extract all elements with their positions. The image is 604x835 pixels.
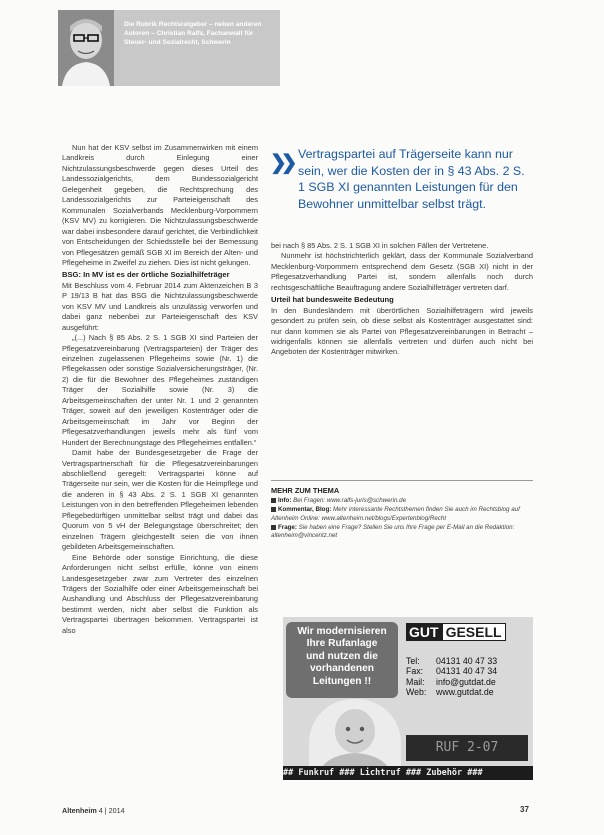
ad-contact-key: Fax:	[406, 666, 424, 677]
ad-speech-line: Ihre Rufanlage	[306, 638, 378, 650]
ad-contact-row	[406, 687, 497, 697]
footer-magazine	[62, 806, 125, 815]
portrait-image	[58, 10, 114, 86]
ad-contact-row	[406, 677, 497, 687]
more-item-text: Sie haben eine Frage? Stellen Sie uns Ihre Frage per E-Mail an die Redaktion: altenheim@vincentz.net	[271, 523, 515, 540]
more-item-label: Info:	[278, 497, 292, 504]
more-item	[271, 506, 533, 523]
question-icon	[271, 525, 276, 530]
ad-logo-gesell: GESELL	[442, 623, 506, 641]
right-column	[271, 241, 533, 358]
ad-contact-key: Tel:	[406, 656, 420, 666]
author-photo	[58, 10, 114, 86]
ad-logo-gut: GUT	[406, 623, 442, 641]
more-item-label: Frage:	[278, 523, 297, 531]
paragraph: Damit habe der Bundesgesetzgeber die Frage der Vertragspartnerschaft für die Pflegesatzvereinbarungen abschließend geregelt: Vertragspartei könne auf Trägerseite nur sein, wer die Kosten für die Heimpflege und die anderen in § 43 Abs. 2 S. 1 SGB XI genannten Leistungen von in den betreffenden Pflegeheimen lebenden Pflegebedürftigen unmittelbar selbst trägt und dabei das Quorum von 5 vH der Belegungstage überschreitet; den einzelnen Trägern gleichgestellt seien die von ihnen gebildeten Arbeitsgemeinschaften.	[62, 448, 258, 552]
page-number: 37	[520, 805, 529, 814]
double-chevron-icon: ❯❯	[270, 152, 292, 174]
advertisement	[283, 617, 533, 780]
ad-pager-display: RUF 2-07	[406, 735, 528, 761]
ad-contact-value: 04131 40 47 33	[436, 656, 498, 666]
ad-ticker: ## Funkruf ### Lichtruf ### Zubehör ###	[283, 766, 533, 780]
ad-contact-block	[406, 656, 497, 697]
ad-logo	[406, 623, 506, 641]
ad-speech-bubble	[286, 622, 398, 698]
paragraph: bei nach § 85 Abs. 2 S. 1 SGB XI in solchen Fällen der Vertretene.	[271, 241, 489, 250]
paragraph: Mit Beschluss vom 4. Februar 2014 zum Aktenzeichen B 3 P 19/13 B hat das BSG die Nichtzulassungsbeschwerde von KSV MV und Landkreis als unzulässig verworfen und dabei ganz nebenbei zur Parteieigenschaft des KSV ausgeführt:	[62, 280, 258, 332]
subheading: Urteil hat bundesweite Bedeutung	[271, 295, 394, 305]
ad-contact-value: 04131 40 47 34	[436, 666, 498, 677]
ad-contact-row	[406, 656, 497, 666]
more-item	[271, 524, 533, 541]
ad-speech-line: und nutzen die	[306, 650, 378, 662]
ad-contact-row	[406, 666, 497, 676]
ad-contact-value: info@gutdat.de	[436, 676, 496, 687]
ad-speech-line: vorhandenen	[310, 663, 374, 675]
more-heading: MEHR ZUM THEMA	[271, 486, 340, 495]
subheading: BSG: In MV ist es der örtliche Sozialhilfeträger	[62, 270, 230, 280]
ad-speech-line: Leitungen !!	[312, 675, 372, 687]
paragraph: In den Bundesländern mit überörtlichen Sozialhilfeträgern wird jeweils gesondert zu prüfen sein, ob diese selbst als Kostenträger ausgestattet sind: nur dann kommen sie als Partei von Pflegesatzvereinbarungen in Betracht – widrigenfalls können sie allenfalls vertreten und dürfen auch nicht bei Angeboten der Kostenträger mitwirken.	[271, 305, 533, 357]
ad-contact-value: www.gutdat.de	[436, 686, 494, 697]
author-box	[58, 10, 280, 86]
author-note: Die Rubrik Rechtsratgeber – neben anderen Autoren – Christian Ralfs, Fachanwalt für Steuer- und Sozialrecht, Schwerin	[124, 21, 262, 47]
footer-magazine-name: Altenheim	[62, 806, 97, 815]
more-item	[271, 497, 533, 505]
more-on-topic-box	[271, 480, 533, 541]
pull-quote-text: Vertragspartei auf Trägerseite kann nur sein, wer die Kosten der in § 43 Abs. 2 S. 1 SGB XI genannten Leistungen für den Bewohner unmittelbar selbst trägt.	[298, 147, 525, 211]
paragraph: „(...) Nach § 85 Abs. 2 S. 1 SGB XI sind Parteien der Pflegesatzvereinbarung (Vertragsparteien) der Träger des einzelnen zugelassenen Pflegeheims sowie (Nr. 1) die Pflegekassen oder sonstige Sozialversicherungsträger, (Nr. 2) die für die Bewohner des Pflegeheimes zuständigen Träger der Sozialhilfe sowie (Nr. 3) die Arbeitsgemeinschaften der unter Nr. 1 und 2 genannten Träger, soweit auf den jeweiligen Kostenträger oder die Arbeitsgemeinschaft im Jahr vor Beginn der Pflegesatzverhandlungen jeweils mehr als fünf vom Hundert der Berechnungstage des Pflegeheimes entfallen.“	[62, 333, 258, 447]
footer-issue: 4 | 2014	[96, 806, 125, 815]
ad-speech-line: Wir modernisieren	[297, 626, 387, 637]
left-column	[62, 143, 258, 636]
more-item-text: Bei Fragen: www.ralfs-juris@schwerin.de	[293, 497, 407, 504]
ad-contact-key: Mail:	[406, 676, 425, 687]
paragraph: Eine Behörde oder sonstige Einrichtung, die diese Anforderungen nicht selbst erfülle, könne von einem Landesgesetzgeber zwar zum Vertreter des einzelnen Trägers der Sozialhilfe oder einer Arbeitsgemeinschaft bei Aushandlung und Abschluss der Pflegesatzvereinbarung bestimmt werden, nicht aber selbst die Funktion als Vertragspartei übertragen bekommen. Vertragspartei ist also	[62, 552, 258, 635]
more-item-label: Kommentar, Blog:	[278, 506, 332, 514]
ad-contact-key: Web:	[406, 686, 427, 697]
blog-icon	[271, 507, 276, 512]
info-icon	[271, 498, 276, 503]
paragraph: Nunmehr ist höchstrichterlich geklärt, dass der Kommunale Sozialverband Mecklenburg-Vorpommern entsprechend dem Gesetz (SGB XI) nicht in der Pflegesatzverhandlung Partei ist, sondern allenfalls noch durch rechtsgeschäftliche Beauftragung andere Sozialhilfeträger vertreten darf.	[271, 251, 533, 292]
paragraph: Nun hat der KSV selbst im Zusammenwirken mit einem Landkreis durch Einlegung einer Nichtzulassungsbeschwerde gegen dieses Urteil des Landessozialgerichts, dem Bundessozialgericht Gelegenheit gegeben, die Rechtsprechung des Landessozialgerichts zur Parteieigenschaft des Kommunalen Sozialverbands Mecklenburg-Vorpommern (KSV MV) zu korrigieren. Die Nichtzulassungsbeschwerde war dabei insbesondere darauf gerichtet, die Verbindlichkeit von Entscheidungen der Schiedsstelle bei der Bemessung von Pflegesätzen gemäß SGB XI im Bereich der Alten- und Pflegeheime in Zweifel zu ziehen. Dies ist nicht gelungen.	[62, 143, 258, 267]
more-item-text: Mehr interessante Rechtsthemen finden Sie auch im Rechtsblog auf Altenheim Online: www.altenheim.net/blogs/Expertenblog/Recht	[271, 506, 520, 522]
